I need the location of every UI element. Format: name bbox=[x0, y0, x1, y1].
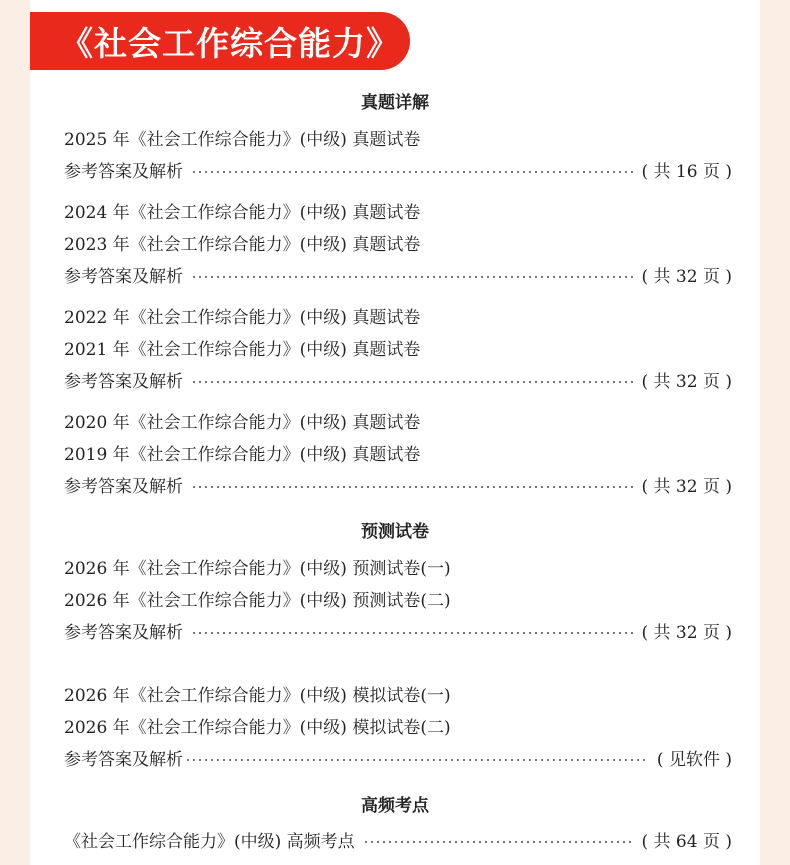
toc-page-count: ( 共 32 页 ) bbox=[641, 477, 732, 497]
toc-item: 2026 年《社会工作综合能力》(中级) 模拟试卷(二) bbox=[64, 718, 451, 738]
toc-answer-label: 参考答案及解析 bbox=[64, 477, 183, 497]
toc-answer-label: 参考答案及解析 bbox=[64, 267, 183, 287]
toc-page-count: ( 共 64 页 ) bbox=[641, 832, 732, 852]
toc-answer-label: 参考答案及解析 bbox=[64, 750, 183, 770]
toc-answer-label: 参考答案及解析 bbox=[64, 372, 183, 392]
toc-item: 2026 年《社会工作综合能力》(中级) 模拟试卷(一) bbox=[64, 686, 451, 706]
section-heading: 真题详解 bbox=[361, 93, 429, 113]
toc-item: 2023 年《社会工作综合能力》(中级) 真题试卷 bbox=[64, 235, 421, 255]
toc-answer-label: 参考答案及解析 bbox=[64, 162, 183, 182]
toc-item: 2024 年《社会工作综合能力》(中级) 真题试卷 bbox=[64, 203, 421, 223]
toc-answer-row bbox=[64, 162, 732, 182]
leader-dots bbox=[191, 381, 633, 383]
leader-dots bbox=[191, 486, 633, 488]
leader-dots bbox=[363, 841, 634, 843]
leader-dots bbox=[185, 759, 649, 761]
section-heading: 高频考点 bbox=[361, 796, 429, 816]
toc-page-count: ( 共 32 页 ) bbox=[641, 372, 732, 392]
toc-answer-row bbox=[64, 372, 732, 392]
toc-page-count: ( 共 32 页 ) bbox=[641, 267, 732, 287]
toc-answer-label: 参考答案及解析 bbox=[64, 623, 183, 643]
section-heading: 预测试卷 bbox=[361, 522, 429, 542]
toc-page-count: ( 共 16 页 ) bbox=[641, 162, 732, 182]
toc-answer-row bbox=[64, 750, 732, 770]
toc-item: 2022 年《社会工作综合能力》(中级) 真题试卷 bbox=[64, 308, 421, 328]
toc-item: 2026 年《社会工作综合能力》(中级) 预测试卷(二) bbox=[64, 591, 451, 611]
leader-dots bbox=[191, 171, 633, 173]
title-banner bbox=[30, 12, 410, 70]
leader-dots bbox=[191, 632, 633, 634]
toc-page-count: ( 见软件 ) bbox=[656, 750, 732, 770]
toc-item: 2019 年《社会工作综合能力》(中级) 真题试卷 bbox=[64, 445, 421, 465]
toc-item: 2021 年《社会工作综合能力》(中级) 真题试卷 bbox=[64, 340, 421, 360]
toc-answer-label: 《社会工作综合能力》(中级) 高频考点 bbox=[64, 832, 355, 852]
toc-item: 2026 年《社会工作综合能力》(中级) 预测试卷(一) bbox=[64, 559, 451, 579]
toc-answer-row bbox=[64, 623, 732, 643]
toc-answer-row bbox=[64, 267, 732, 287]
leader-dots bbox=[191, 276, 633, 278]
toc-answer-row bbox=[64, 477, 732, 497]
toc-page-count: ( 共 32 页 ) bbox=[641, 623, 732, 643]
toc-item: 2020 年《社会工作综合能力》(中级) 真题试卷 bbox=[64, 413, 421, 433]
banner-title: 《社会工作综合能力》 bbox=[60, 23, 400, 63]
toc-answer-row bbox=[64, 832, 732, 852]
toc-item: 2025 年《社会工作综合能力》(中级) 真题试卷 bbox=[64, 130, 421, 150]
